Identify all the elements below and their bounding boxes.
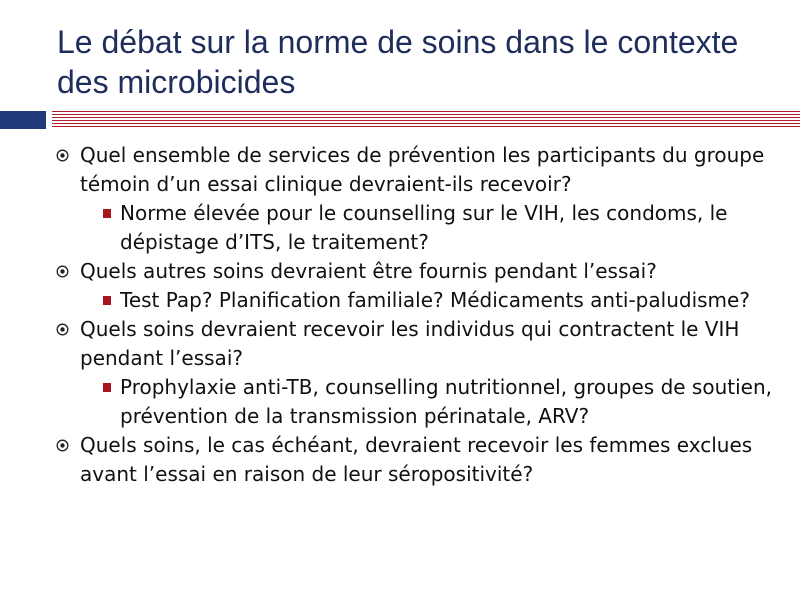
square-bullet-icon — [103, 296, 111, 305]
sub-bullet-1-1-text: Norme élevée pour le counselling sur le VIH, les condoms, le dépistage d’ITS, le traitement? — [120, 201, 728, 254]
bullet-2-text: Quels autres soins devraient être fournis pendant l’essai? — [80, 259, 657, 283]
bullet-3-text: Quels soins devraient recevoir les individus qui contractent le VIH pendant l’essai? — [80, 317, 740, 370]
bullet-1-text: Quel ensemble de services de prévention les participants du groupe témoin d’un essai clinique devraient-ils recevoir? — [80, 143, 765, 196]
square-bullet-icon — [103, 383, 111, 392]
target-bullet-icon — [56, 149, 69, 162]
bullet-2 — [56, 257, 776, 286]
target-bullet-icon — [56, 265, 69, 278]
sub-bullet-1-1 — [56, 199, 776, 257]
sub-bullet-3-1 — [56, 373, 776, 431]
bullet-1 — [56, 141, 776, 199]
sub-bullet-2-1-text: Test Pap? Planification familiale? Médicaments anti-paludisme? — [120, 288, 750, 312]
sub-bullet-2-1 — [56, 286, 776, 315]
square-bullet-icon — [103, 209, 111, 218]
slide-title: Le débat sur la norme de soins dans le contexte des microbicides — [57, 24, 739, 100]
bullet-4-text: Quels soins, le cas échéant, devraient recevoir les femmes exclues avant l’essai en raison de leur séropositivité? — [80, 433, 753, 486]
sub-bullet-3-1-text: Prophylaxie anti-TB, counselling nutritionnel, groupes de soutien, prévention de la transmission périnatale, ARV? — [120, 375, 773, 428]
bullet-4 — [56, 431, 776, 489]
title-rule-block — [0, 111, 46, 129]
target-bullet-icon — [56, 323, 69, 336]
bullet-3 — [56, 315, 776, 373]
target-bullet-icon — [56, 439, 69, 452]
slide-body — [56, 141, 776, 489]
title-rule-stripes — [52, 111, 800, 129]
